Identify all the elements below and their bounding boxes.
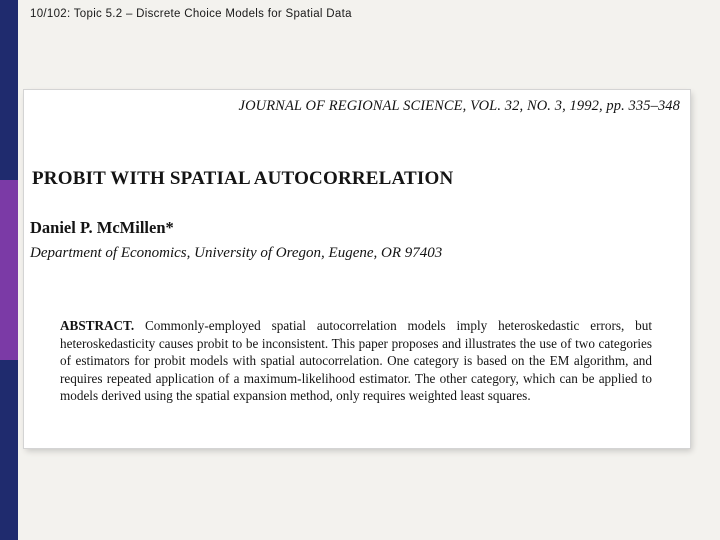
abstract-label: ABSTRACT. bbox=[60, 318, 135, 333]
sidebar-accent-bar bbox=[0, 0, 18, 540]
sidebar-segment-top bbox=[0, 0, 18, 180]
paper-excerpt-image bbox=[24, 90, 690, 448]
paper-abstract bbox=[60, 317, 652, 405]
paper-affiliation: Department of Economics, University of Oregon, Eugene, OR 97403 bbox=[30, 245, 443, 261]
slide-title: 10/102: Topic 5.2 – Discrete Choice Models for Spatial Data bbox=[30, 8, 352, 20]
sidebar-segment-middle bbox=[0, 180, 18, 360]
paper-title: PROBIT WITH SPATIAL AUTOCORRELATION bbox=[32, 168, 454, 189]
abstract-text: Commonly-employed spatial autocorrelation models imply heteroskedastic errors, but heteroskedasticity causes probit to be inconsistent. This paper proposes and illustrates the use of two categories of estimators for probit models with spatial autocorrelation. One category is based on the EM algorithm, and requires repeated application of a maximum-likelihood estimator. The other category, which can be applied to models derived using the spatial expansion method, only requires weighted least squares. bbox=[60, 318, 652, 403]
journal-header: JOURNAL OF REGIONAL SCIENCE, VOL. 32, NO. 3, 1992, pp. 335–348 bbox=[238, 98, 680, 114]
paper-author: Daniel P. McMillen* bbox=[30, 218, 174, 237]
sidebar-segment-bottom bbox=[0, 360, 18, 540]
